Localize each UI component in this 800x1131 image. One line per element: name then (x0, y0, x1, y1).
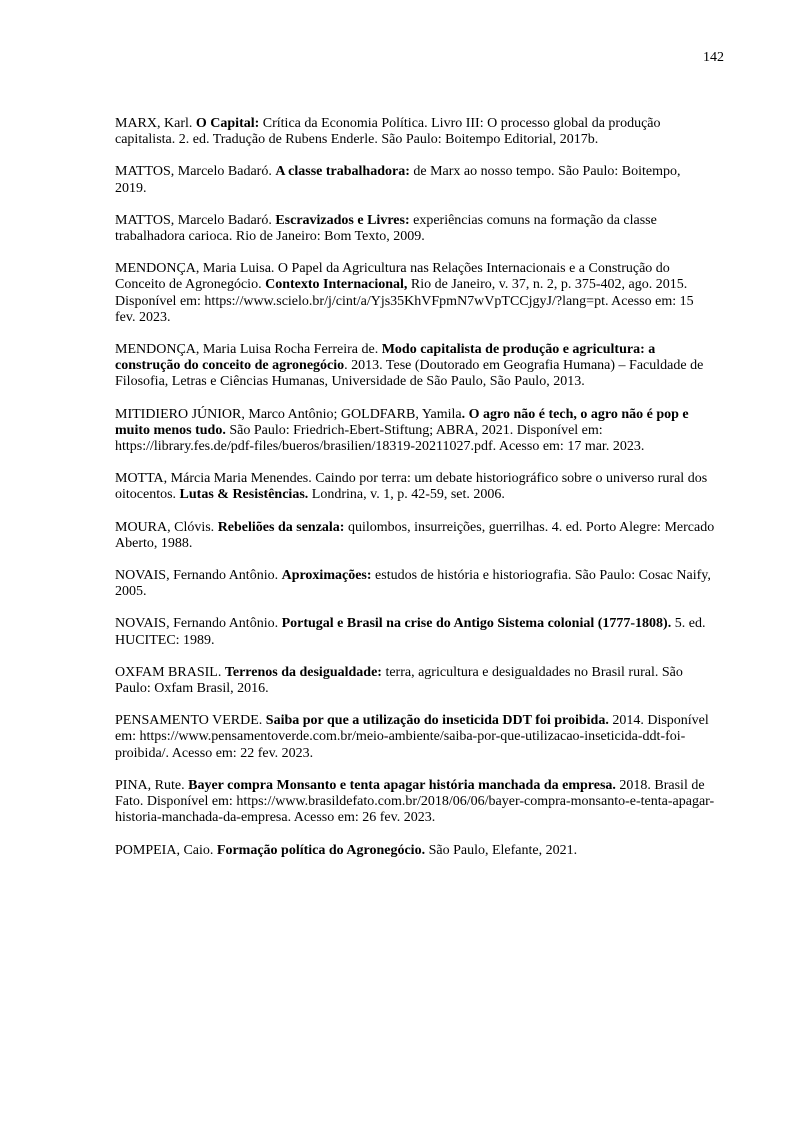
reference-text: experiências comuns na formação da classe trabalhadora carioca. Rio de Janeiro: Bom Texto, 2009. (115, 212, 657, 245)
reference-text: Crítica da Economia Política. Livro III: O processo global da produção capitalista. 2. ed. Tradução de Rubens Enderle. São Paulo: Boitempo Editorial, 2017b. (115, 116, 661, 148)
reference-title: Lutas & Resistências. (179, 487, 309, 503)
reference-title: Saiba por que a utilização do inseticida DDT foi proibida. (265, 713, 609, 729)
reference-text: Londrina, v. 1, p. 42-59, set. 2006. (308, 487, 505, 503)
reference-text: MOTTA, Márcia Maria Menendes. Caindo por terra: um debate historiográfico sobre o universo rural dos oitocentos. (115, 471, 708, 503)
reference-title: Portugal e Brasil na crise do Antigo Sistema colonial (1777-1808). (281, 616, 672, 632)
reference-text: MOURA, Clóvis. (115, 519, 218, 535)
reference-entry (115, 213, 715, 245)
reference-title: O Capital: (195, 116, 260, 131)
reference-entry (115, 407, 715, 456)
reference-entry (115, 778, 715, 827)
reference-title: Rebeliões da senzala: (217, 519, 345, 535)
reference-text: terra, agricultura e desigualdades no Brasil rural. São Paulo: Oxfam Brasil, 2016. (115, 664, 683, 697)
reference-text: Rio de Janeiro, v. 37, n. 2, p. 375-402, ago. 2015. Disponível em: https://www.scielo.br/j/cint/a/Yjs35KhVFpmN7wVpTCCjgyJ/?lang=pt. Acesso em: 15 fev. 2023. (115, 277, 694, 325)
reference-entry (115, 471, 715, 503)
reference-text: São Paulo, Elefante, 2021. (425, 842, 578, 858)
reference-title: . O agro não é tech, o agro não é pop e muito menos tudo. (115, 406, 689, 438)
reference-text: MATTOS, Marcelo Badaró. (115, 212, 276, 228)
reference-entry (115, 261, 715, 326)
reference-text: São Paulo: Friedrich-Ebert-Stiftung; ABRA, 2021. Disponível em: https://library.fes.de/pdf-files/bueros/brasilien/18319-20211027.pdf. Acesso em: 17 mar. 2023. (115, 422, 645, 455)
reference-text: OXFAM BRASIL. (115, 664, 225, 680)
reference-entry (115, 520, 715, 552)
reference-entry (115, 568, 715, 600)
reference-entry (115, 616, 715, 648)
reference-title: Contexto Internacional, (265, 277, 408, 293)
reference-text: NOVAIS, Fernando Antônio. (115, 568, 282, 584)
reference-entry (115, 342, 715, 391)
reference-text: . 2013. Tese (Doutorado em Geografia Humana) – Faculdade de Filosofia, Letras e Ciências Humanas, Universidade de São Paulo, São Paulo, 2013. (115, 358, 704, 390)
reference-text: MATTOS, Marcelo Badaró. (115, 164, 276, 180)
reference-text: MENDONÇA, Maria Luisa Rocha Ferreira de. (115, 342, 382, 358)
reference-title: Terrenos da desigualdade: (224, 664, 382, 680)
reference-text: PENSAMENTO VERDE. (115, 713, 266, 729)
reference-list (115, 116, 715, 875)
reference-text: de Marx ao nosso tempo. São Paulo: Boitempo, 2019. (115, 164, 681, 196)
reference-text: PINA, Rute. (115, 777, 189, 793)
reference-text: 2018. Brasil de Fato. Disponível em: https://www.brasildefato.com.br/2018/06/06/bayer-compra-monsanto-e-tenta-apagar-historia-manchada-da-empresa. Acesso em: 26 fev. 2023. (115, 777, 715, 826)
reference-text: POMPEIA, Caio. (115, 842, 217, 858)
reference-title: A classe trabalhadora: (275, 164, 410, 180)
reference-title: Formação política do Agronegócio. (216, 842, 426, 858)
reference-entry (115, 713, 715, 762)
reference-text: 5. ed. HUCITEC: 1989. (115, 616, 706, 648)
reference-entry (115, 665, 715, 697)
reference-text: estudos de história e historiografia. São Paulo: Cosac Naify, 2005. (115, 568, 711, 600)
reference-title: Bayer compra Monsanto e tenta apagar história manchada da empresa. (188, 777, 616, 793)
reference-entry (115, 164, 715, 196)
reference-title: Escravizados e Livres: (275, 212, 410, 228)
reference-text: 2014. Disponível em: https://www.pensamentoverde.com.br/meio-ambiente/saiba-por-que-utilizacao-inseticida-ddt-foi-proibida/. Acesso em: 22 fev. 2023. (115, 713, 709, 761)
reference-title: Modo capitalista de produção e agricultura: a construção do conceito de agronegócio (115, 342, 656, 374)
reference-text: quilombos, insurreições, guerrilhas. 4. ed. Porto Alegre: Mercado Aberto, 1988. (115, 519, 715, 551)
reference-text: NOVAIS, Fernando Antônio. (115, 616, 282, 632)
reference-text: MENDONÇA, Maria Luisa. O Papel da Agricultura nas Relações Internacionais e a Construção do Conceito de Agronegócio. (115, 261, 670, 293)
reference-entry (115, 116, 715, 148)
reference-text: MARX, Karl. (115, 116, 196, 131)
page-number: 142 (703, 50, 724, 65)
reference-entry (115, 843, 715, 859)
reference-text: MITIDIERO JÚNIOR, Marco Antônio; GOLDFARB, Yamila (115, 406, 462, 422)
reference-title: Aproximações: (281, 568, 372, 584)
